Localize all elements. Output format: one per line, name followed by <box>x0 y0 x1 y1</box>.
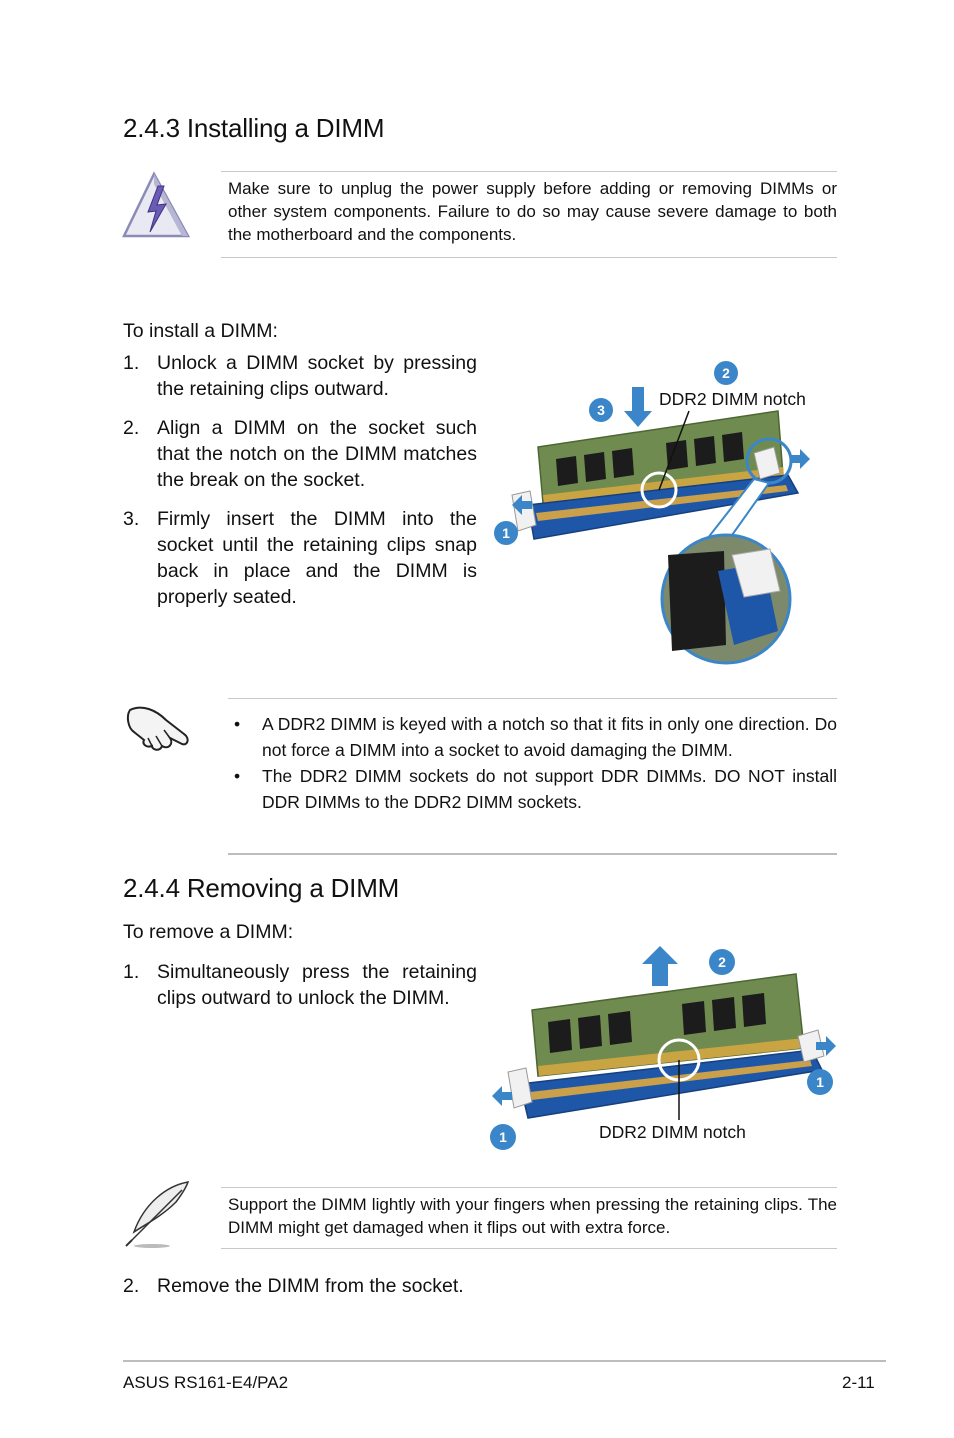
dimm-notch-callout-install: DDR2 DIMM notch <box>659 389 806 409</box>
note-item: • The DDR2 DIMM sockets do not support DDR DIMMs. DO NOT install DDR DIMMs to the DDR2 DIMM sockets. <box>234 766 837 812</box>
install-steps <box>123 350 477 623</box>
section-heading-installing: 2.4.3 Installing a DIMM <box>123 113 385 143</box>
section-heading-removing: 2.4.4 Removing a DIMM <box>123 873 400 903</box>
step-number: 1. <box>123 352 140 374</box>
step-text: Align a DIMM on the socket such that the notch on the DIMM matches the break on the socket. <box>157 417 477 491</box>
warning-bottom-rule <box>221 257 837 258</box>
note-top-rule <box>228 698 837 699</box>
step-text: Remove the DIMM from the socket. <box>157 1275 464 1297</box>
install-step-2 <box>123 415 477 493</box>
remove-step-2 <box>123 1273 723 1299</box>
install-intro: To install a DIMM: <box>123 320 278 342</box>
badge-3: 3 <box>597 402 605 418</box>
tip-bottom-rule <box>221 1248 837 1249</box>
badge-1-left: 1 <box>499 1129 507 1145</box>
dimm-notch-callout-remove: DDR2 DIMM notch <box>599 1122 746 1142</box>
note-bottom-rule <box>228 853 837 855</box>
footer-page-number: 2-11 <box>842 1373 875 1392</box>
install-step-3 <box>123 506 477 610</box>
tip-top-rule <box>221 1187 837 1188</box>
badge-2: 2 <box>722 365 730 381</box>
pointing-hand-icon <box>126 700 194 754</box>
feather-pen-icon <box>122 1180 192 1250</box>
remove-steps-continued <box>123 1273 723 1312</box>
badge-1-right: 1 <box>816 1074 824 1090</box>
step-text: Simultaneously press the retaining clips outward to unlock the DIMM. <box>157 961 477 1009</box>
tip-text: Support the DIMM lightly with your fingers when pressing the retaining clips. The DIMM might get damaged when it flips out with extra force. <box>228 1195 837 1237</box>
footer-model: ASUS RS161-E4/PA2 <box>123 1373 289 1392</box>
warning-text: Make sure to unplug the power supply before adding or removing DIMMs or other system components. Failure to do so may cause severe damage to both the motherboard and the components. <box>228 179 837 244</box>
note-bullets <box>228 711 837 815</box>
step-text: Unlock a DIMM socket by pressing the retaining clips outward. <box>157 352 477 400</box>
warning-lightning-icon <box>120 170 192 240</box>
badge-1: 1 <box>502 525 510 541</box>
step-number: 1. <box>123 961 140 983</box>
step-number: 2. <box>123 1275 140 1297</box>
footer-rule <box>123 1360 886 1362</box>
note-item: • A DDR2 DIMM is keyed with a notch so that it fits in only one direction. Do not force a DIMM into a socket to avoid damaging the DIMM. <box>234 714 837 760</box>
remove-step-1 <box>123 959 477 1011</box>
step-number: 3. <box>123 508 140 530</box>
warning-top-rule <box>221 171 837 172</box>
remove-steps <box>123 959 477 1024</box>
step-number: 2. <box>123 417 140 439</box>
install-step-1 <box>123 350 477 402</box>
step-text: Firmly insert the DIMM into the socket until the retaining clips snap back in place and the DIMM is properly seated. <box>157 508 477 608</box>
remove-intro: To remove a DIMM: <box>123 921 294 943</box>
badge-2: 2 <box>718 954 726 970</box>
